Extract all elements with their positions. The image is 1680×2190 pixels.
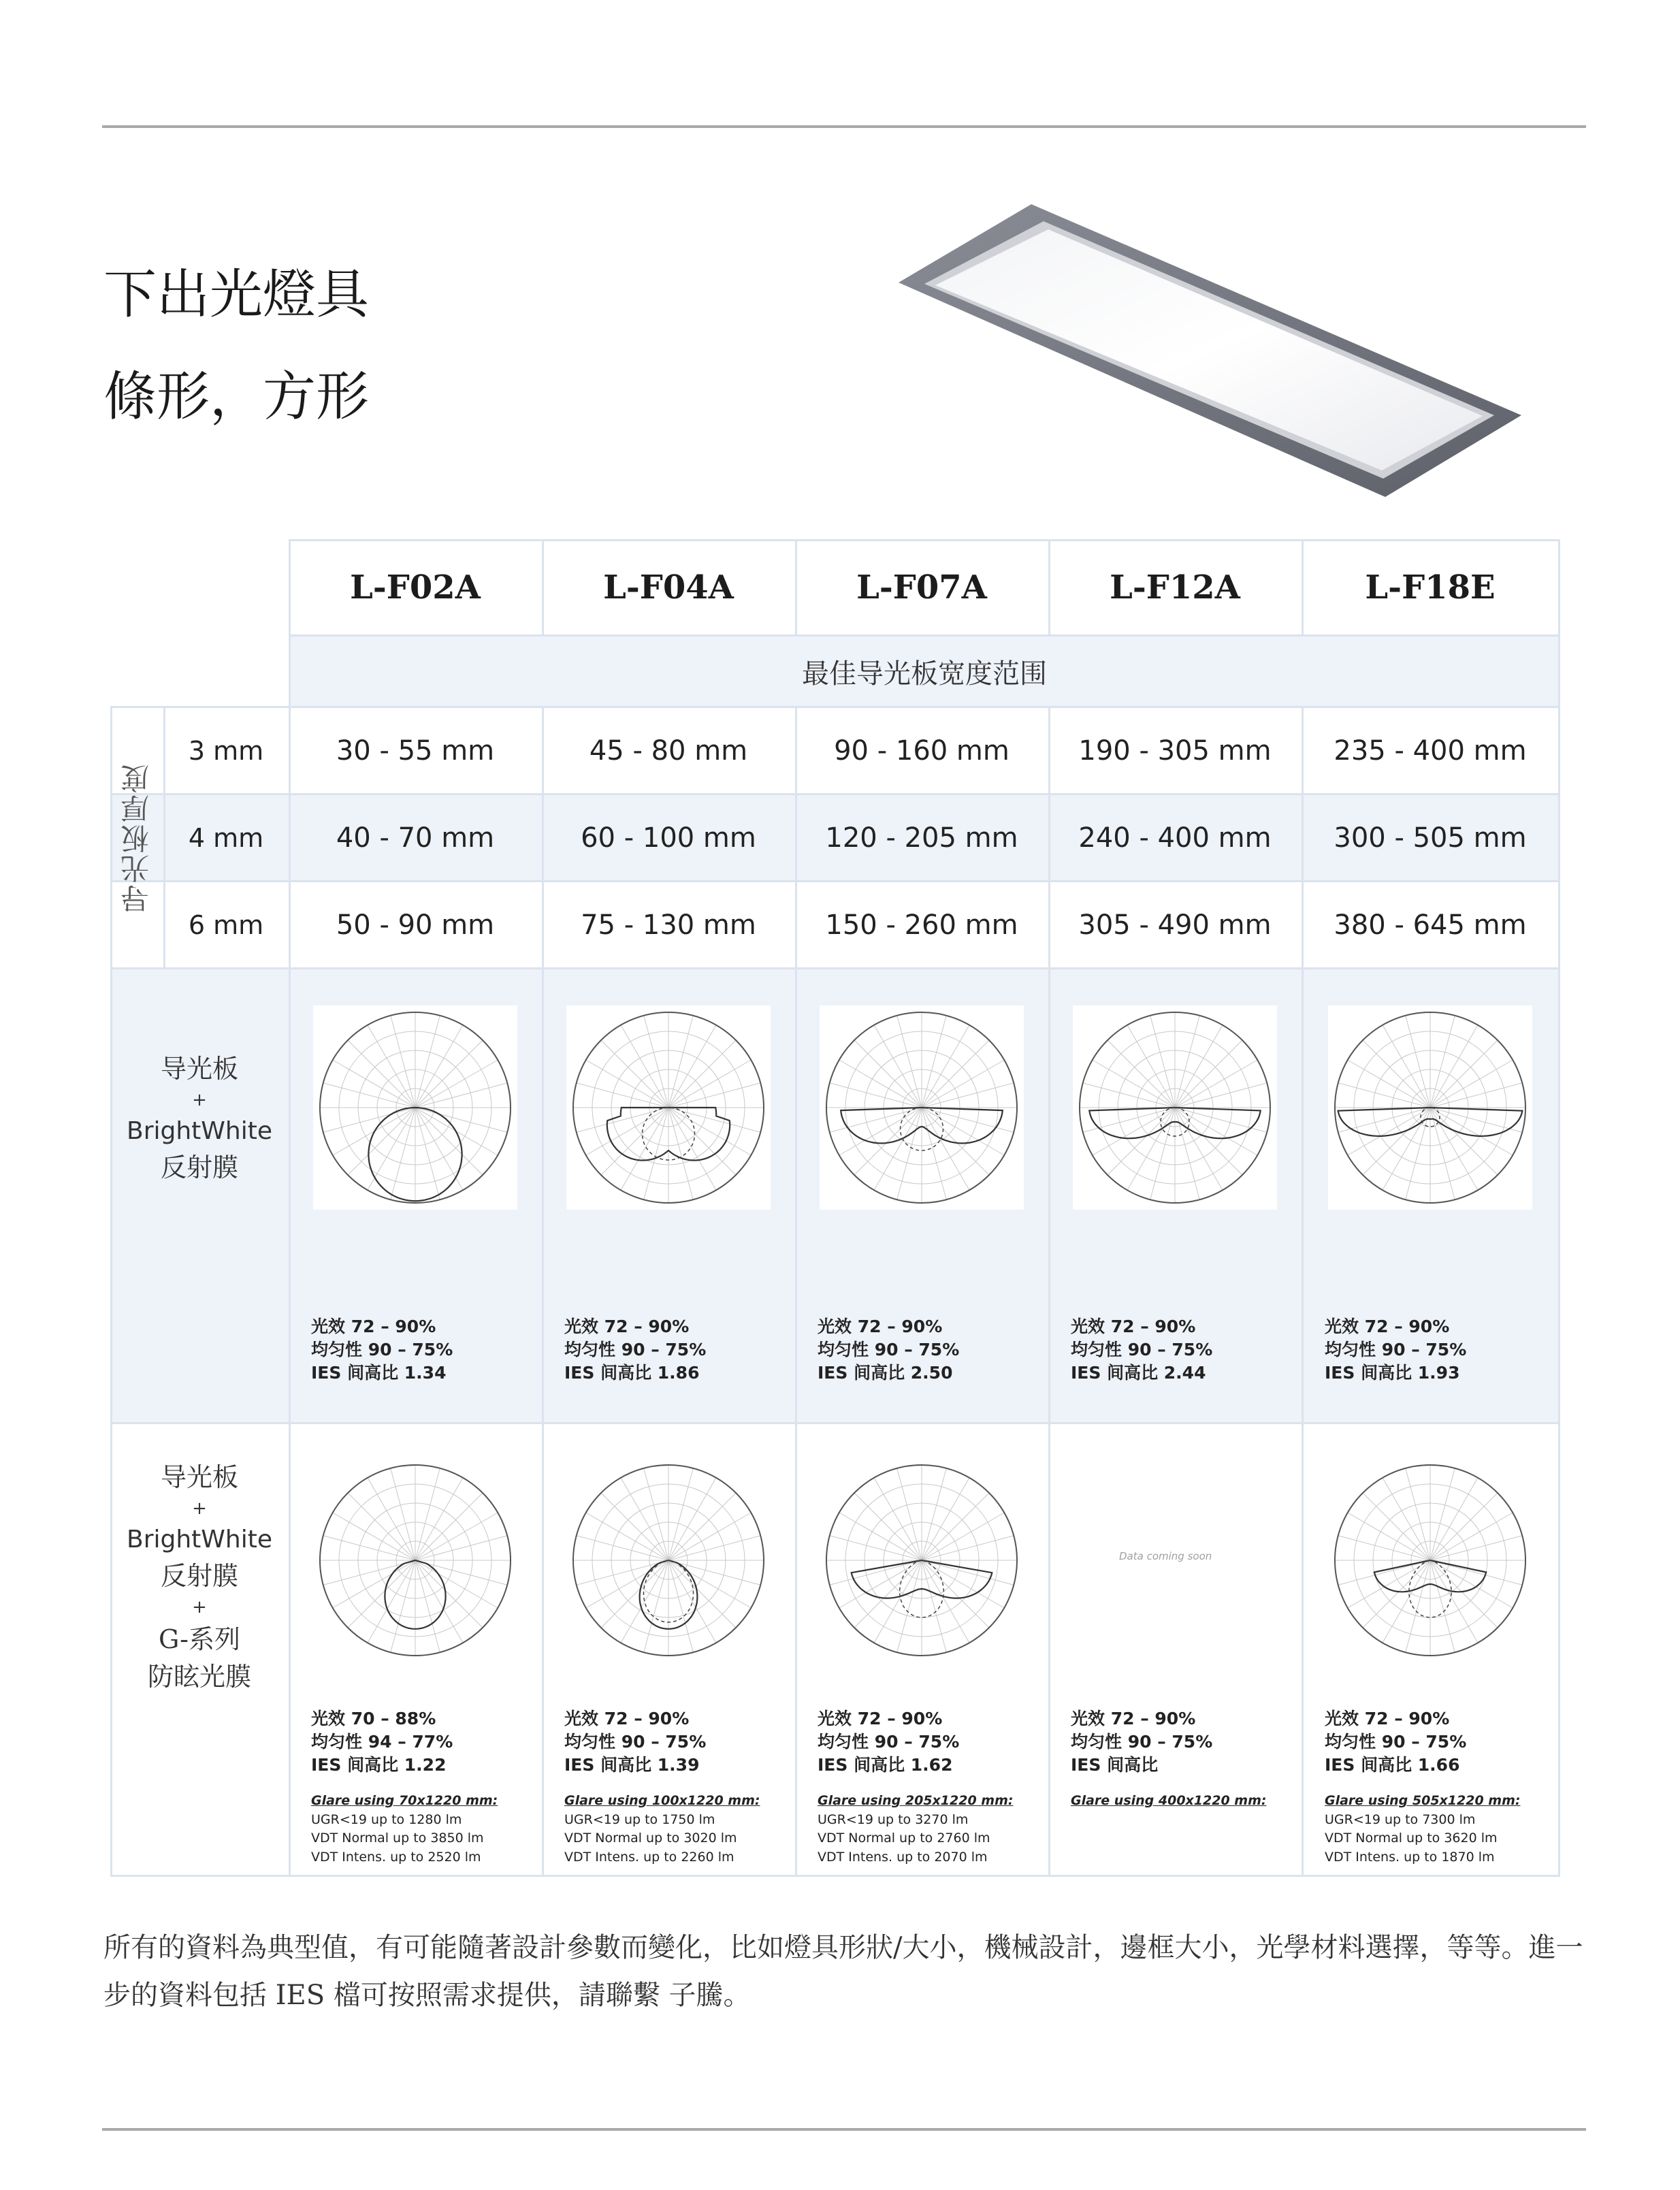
glare-line: VDT Intens. up to 2520 lm	[311, 1849, 481, 1865]
config2-line: 反射膜	[160, 1561, 238, 1591]
glare-title: Glare using 505x1220 mm:	[1325, 1793, 1521, 1808]
panel-light-image	[885, 201, 1525, 500]
config2-stats	[311, 1707, 453, 1776]
polar-diagram-icon	[1328, 1458, 1532, 1662]
config2-stats	[1325, 1707, 1466, 1776]
spacing-ratio-text: IES 间高比 1.22	[311, 1754, 447, 1775]
uniformity-text: 均匀性 90 – 75%	[1325, 1731, 1467, 1752]
config1-stats	[818, 1315, 959, 1384]
uniformity-text: 均匀性 90 – 75%	[1071, 1339, 1213, 1359]
uniformity-text: 均匀性 90 – 75%	[564, 1339, 707, 1359]
glare-line: UGR<19 up to 7300 lm	[1325, 1811, 1476, 1827]
efficiency-text: 光效 72 – 90%	[1071, 1709, 1196, 1728]
glare-line: VDT Intens. up to 1870 lm	[1325, 1849, 1495, 1865]
page-title: 下出光燈具	[103, 264, 370, 325]
efficiency-text: 光效 72 – 90%	[1325, 1317, 1450, 1336]
range-cell: 50 - 90 mm	[336, 909, 495, 941]
glare-title: Glare using 100x1220 mm:	[564, 1793, 760, 1808]
glare-line: VDT Intens. up to 2070 lm	[818, 1849, 988, 1865]
glare-line: UGR<19 up to 1280 lm	[311, 1811, 462, 1827]
polar-diagram-icon	[1328, 1005, 1532, 1210]
efficiency-text: 光效 72 – 90%	[311, 1317, 436, 1336]
config2-line: 导光板	[160, 1462, 238, 1493]
range-cell: 305 - 490 mm	[1078, 909, 1272, 941]
config2-line: G-系列	[159, 1624, 240, 1654]
config1-label	[110, 969, 289, 1268]
glare-title: Glare using 205x1220 mm:	[818, 1793, 1014, 1808]
polar-diagram-icon	[313, 1458, 517, 1662]
thickness-4mm: 4 mm	[188, 823, 264, 853]
thickness-label-cell	[110, 707, 163, 969]
spacing-ratio-text: IES 间高比 2.50	[818, 1362, 953, 1383]
uniformity-text: 均匀性 90 – 75%	[311, 1339, 453, 1359]
config1-stats	[1325, 1315, 1466, 1384]
efficiency-text: 光效 72 – 90%	[818, 1317, 943, 1336]
efficiency-text: 光效 72 – 90%	[1071, 1317, 1196, 1336]
config2-line: +	[192, 1498, 207, 1519]
spacing-ratio-text: IES 间高比 1.86	[564, 1362, 700, 1383]
model-header-l-f18e: L-F18E	[1365, 568, 1496, 607]
spacing-ratio-text: IES 间高比 1.34	[311, 1362, 447, 1383]
efficiency-text: 光效 72 – 90%	[1325, 1709, 1450, 1728]
efficiency-text: 光效 70 – 88%	[311, 1709, 436, 1728]
config2-line: BrightWhite	[127, 1525, 272, 1553]
glare-line: VDT Normal up to 3020 lm	[564, 1831, 737, 1846]
width-range-heading: 最佳导光板宽度范围	[802, 658, 1047, 690]
glare-block	[818, 1792, 1014, 1867]
glare-line: VDT Normal up to 3620 lm	[1325, 1831, 1498, 1846]
spacing-ratio-text: IES 间高比 1.39	[564, 1754, 700, 1775]
config1-stats	[564, 1315, 706, 1384]
glare-line: VDT Intens. up to 2260 lm	[564, 1849, 734, 1865]
range-cell: 75 - 130 mm	[581, 909, 756, 941]
range-cell: 40 - 70 mm	[336, 822, 495, 854]
efficiency-text: 光效 72 – 90%	[818, 1709, 943, 1728]
model-header-l-f02a: L-F02A	[350, 568, 481, 607]
spacing-ratio-text: IES 间高比 1.93	[1325, 1362, 1460, 1383]
glare-line: VDT Normal up to 2760 lm	[818, 1831, 990, 1846]
glare-block	[311, 1792, 498, 1867]
config2-stats	[1071, 1707, 1212, 1776]
glare-line: VDT Normal up to 3850 lm	[311, 1831, 484, 1846]
glare-title: Glare using 70x1220 mm:	[311, 1793, 498, 1808]
range-cell: 235 - 400 mm	[1334, 735, 1527, 767]
model-header-l-f04a: L-F04A	[603, 568, 734, 607]
polar-diagram-icon	[1073, 1005, 1277, 1210]
glare-block	[564, 1792, 760, 1867]
spacing-ratio-text: IES 间高比 1.62	[818, 1754, 953, 1775]
data-coming-soon: Data coming soon	[1119, 1550, 1212, 1562]
polar-diagram-icon	[313, 1005, 517, 1210]
uniformity-text: 均匀性 90 – 75%	[818, 1339, 960, 1359]
bottom-rule	[102, 2128, 1586, 2131]
spacing-ratio-text: IES 间高比 2.44	[1071, 1362, 1206, 1383]
glare-line: UGR<19 up to 1750 lm	[564, 1811, 715, 1827]
range-cell: 240 - 400 mm	[1078, 822, 1272, 854]
thickness-label: 导光板厚度	[120, 763, 153, 913]
range-cell: 190 - 305 mm	[1078, 735, 1272, 767]
spacing-ratio-text: IES 间高比	[1071, 1754, 1159, 1775]
polar-diagram-icon	[820, 1005, 1024, 1210]
uniformity-text: 均匀性 90 – 75%	[1071, 1731, 1213, 1752]
config2-label	[110, 1431, 289, 1724]
footnote: 所有的資料為典型值，有可能隨著設計參數而變化，比如燈具形狀/大小，機械設計，邊框大小，光學材料選擇，等等。進一步的資料包括 IES 檔可按照需求提供，請聯繫 子騰。	[103, 1932, 1583, 2011]
model-header-l-f12a: L-F12A	[1110, 568, 1240, 607]
glare-block	[1071, 1792, 1267, 1811]
uniformity-text: 均匀性 90 – 75%	[818, 1731, 960, 1752]
config1-line: BrightWhite	[127, 1116, 272, 1145]
polar-diagram-icon	[566, 1458, 771, 1662]
config1-line: +	[192, 1090, 207, 1111]
efficiency-text: 光效 72 – 90%	[564, 1317, 690, 1336]
glare-line: UGR<19 up to 3270 lm	[818, 1811, 969, 1827]
top-rule	[102, 125, 1586, 128]
config2-stats	[564, 1707, 706, 1776]
range-cell: 45 - 80 mm	[589, 735, 748, 767]
polar-diagram-icon	[566, 1005, 771, 1210]
config1-stats	[1071, 1315, 1212, 1384]
page-subtitle: 條形，方形	[103, 366, 370, 428]
spec-table	[110, 539, 1560, 1894]
range-cell: 30 - 55 mm	[336, 735, 495, 767]
spacing-ratio-text: IES 间高比 1.66	[1325, 1754, 1460, 1775]
config2-line: +	[192, 1597, 207, 1618]
uniformity-text: 均匀性 94 – 77%	[311, 1731, 453, 1752]
glare-block	[1325, 1792, 1521, 1867]
range-cell: 380 - 645 mm	[1334, 909, 1527, 941]
config2-line: 防眩光膜	[147, 1661, 251, 1692]
config2-stats	[818, 1707, 959, 1776]
model-header-l-f07a: L-F07A	[856, 568, 987, 607]
range-cell: 120 - 205 mm	[825, 822, 1018, 854]
range-cell: 60 - 100 mm	[581, 822, 756, 854]
glare-title: Glare using 400x1220 mm:	[1071, 1793, 1267, 1808]
efficiency-text: 光效 72 – 90%	[564, 1709, 690, 1728]
uniformity-text: 均匀性 90 – 75%	[564, 1731, 707, 1752]
range-cell: 300 - 505 mm	[1334, 822, 1527, 854]
uniformity-text: 均匀性 90 – 75%	[1325, 1339, 1467, 1359]
config1-stats	[311, 1315, 453, 1384]
thickness-6mm: 6 mm	[188, 910, 264, 940]
thickness-3mm: 3 mm	[188, 736, 264, 766]
config1-line: 反射膜	[160, 1152, 238, 1182]
polar-diagram-icon	[820, 1458, 1024, 1662]
range-cell: 90 - 160 mm	[834, 735, 1009, 767]
config1-line: 导光板	[160, 1053, 238, 1084]
range-cell: 150 - 260 mm	[825, 909, 1018, 941]
